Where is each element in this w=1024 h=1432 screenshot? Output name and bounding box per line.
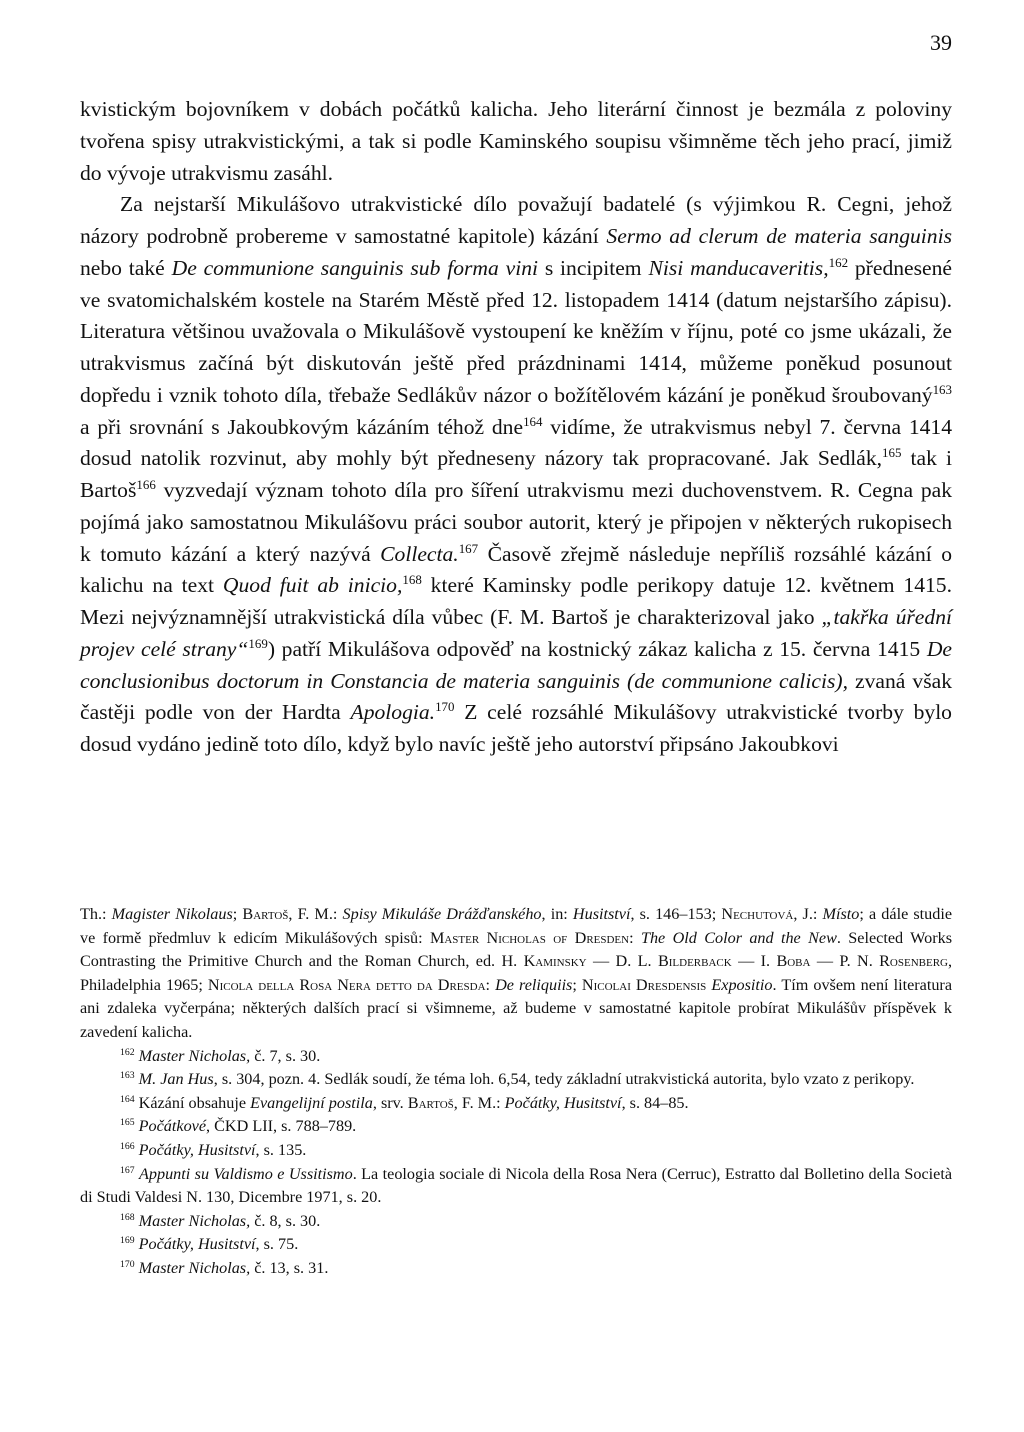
note-text: , s. 146–153;	[630, 905, 722, 923]
work-title: Master Nicholas,	[138, 1211, 251, 1230]
note-text: —	[586, 952, 616, 971]
note-text: :	[332, 905, 343, 923]
paragraph-text: s incipitem	[538, 255, 649, 280]
paragraph-text: nebo také	[80, 255, 172, 280]
work-title: Husitství	[572, 905, 631, 923]
author-name: Master Nicholas of Dresden	[429, 928, 630, 947]
author-name: Nicola della Rosa Nera detto da Dresda	[207, 975, 486, 994]
note-text: :	[812, 905, 823, 923]
work-title: M. Jan Hus	[138, 1070, 214, 1089]
work-title: De communione sanguinis sub forma vini	[171, 255, 538, 280]
page-number: 39	[930, 30, 952, 55]
paragraph-text: a při srovnání s Jakoubkovým kázáním téhož dne	[80, 414, 524, 439]
footnote-th	[80, 903, 952, 1045]
footnote-ref[interactable]: 167	[458, 540, 479, 556]
footnote-ref[interactable]: 169	[248, 635, 268, 651]
note-text: , ČKD LII, s. 788–789.	[206, 1117, 357, 1136]
note-text: , s. 304, pozn. 4. Sedlák soudí, že téma loh. 6,54, tedy základní utrakvistická autorita, bylo vzato z perikopy.	[213, 1070, 915, 1089]
work-title: Počátkové	[138, 1117, 207, 1136]
work-title: Apologia.	[350, 700, 436, 725]
note-text: :	[485, 975, 496, 994]
work-title: De conclusionibus doctorum in Constancia de materia sanguinis (de communione calicis),	[80, 636, 952, 693]
footnote-164	[80, 1092, 952, 1116]
footnote-ref[interactable]: 162	[828, 254, 849, 270]
paragraph-1	[80, 94, 952, 189]
quotation: „takřka úřední projev celé strany“	[80, 605, 952, 661]
footnote-162	[80, 1045, 952, 1069]
work-title: Appunti su Valdismo e Ussitismo	[139, 1164, 353, 1183]
footnotes	[80, 903, 952, 1281]
work-title: The Old Color and the New	[640, 928, 837, 947]
footnote-number: 164	[120, 1093, 135, 1105]
work-title: Počátky, Husitství	[504, 1093, 622, 1112]
paragraph-text: které Kaminsky podle perikopy datuje 12. květnem 1415. Mezi nejvýznamnější utrakvistická díla vůbec (F. M. Bartoš je charakterizoval jako	[80, 573, 952, 629]
footnote-166	[80, 1139, 952, 1163]
note-text: , s. 135.	[255, 1140, 307, 1159]
author-name: H. Kaminsky	[501, 952, 587, 971]
note-text: , s. 84–85.	[621, 1093, 689, 1112]
note-text: . Tím ovšem není literatura ani zdaleka vyčerpána; některých dalších prací si všimneme, až budeme v samostatné kapitole probírat Mikulášův příspěvek k zavedení kalicha.	[80, 975, 953, 1041]
work-title: Magister Nikolaus	[111, 905, 233, 923]
author-name: Nicolai Dresdensis	[581, 975, 707, 994]
note-text: , in:	[541, 905, 573, 923]
footnote-165	[80, 1115, 952, 1139]
footnote-ref[interactable]: 168	[402, 572, 422, 588]
note-text: , Philadelphia 1965;	[80, 952, 953, 994]
paragraph-text: přednesené ve svatomichalském kostele na Starém Městě před 12. listopadem 1414 (datum nejstaršího zápisu). Literatura většinou uvažovala o Mikulášově vystoupení ke kněžím v říjnu, poté co jsme ukázali, že utrakvismus začíná být diskutován ještě před prázdninami 1414, můžeme poněkud posunout dopředu i vznik tohoto díla, třebaže Sedlákův názor o božítělovém kázání je poněkud šroubovaný	[80, 255, 952, 407]
author-name: Bartoš, F. M.	[407, 1093, 497, 1112]
note-text: ; a dále studie ve formě předmluv k edicím Mikulášových spisů:	[80, 905, 953, 947]
note-text: —	[810, 952, 840, 971]
author-name: Nechutová, J.	[721, 905, 813, 923]
paragraph-text: tak i Bartoš	[80, 446, 952, 502]
note-text: , s. 75.	[255, 1235, 299, 1254]
note-text: ;	[232, 905, 243, 923]
work-title: Master Nicholas,	[138, 1046, 251, 1065]
footnote-number: 167	[120, 1164, 135, 1176]
work-title: De reliquiis	[495, 975, 573, 994]
note-text: č. 8, s. 30.	[250, 1211, 321, 1230]
author-name: P. N. Rosenberg	[839, 952, 948, 971]
footnote-167	[80, 1163, 952, 1210]
footnote-number: 168	[120, 1211, 135, 1223]
paragraph-text: Časově zřejmě následuje nepříliš rozsáhlé kázání o kalichu na text	[80, 541, 953, 598]
note-text: . La teologia sociale di Nicola della Rosa Nera (Cerruc), Estratto dal Bolletino della Società di Studi Valdesi N. 130, Dicembre 1971, s. 20.	[80, 1164, 953, 1207]
work-title: Nisi manducaveritis,	[648, 255, 829, 280]
work-title: Sermo ad clerum de materia sanguinis	[606, 224, 952, 248]
work-title: Spisy Mikuláše Drážďanského	[342, 905, 542, 923]
footnote-ref[interactable]: 163	[932, 381, 952, 397]
note-text: ;	[572, 975, 582, 994]
footnote-number: 169	[120, 1235, 135, 1247]
note-text: . Selected Works Contrasting the Primitive Church and the Roman Church, ed.	[80, 928, 953, 971]
work-title: Collecta.	[380, 541, 459, 566]
paragraph-text: vidíme, že utrakvismus nebyl 7. června 1414 dosud natolik rozvinut, aby mohly být předneseny názory tak propracované. Jak Sedlák,	[80, 414, 952, 471]
footnote-number: 163	[120, 1070, 135, 1082]
note-text: Th.:	[80, 905, 112, 923]
author-name: I. Boba	[760, 952, 811, 971]
paragraph-text: Za nejstarší Mikulášovo utrakvistické dílo považují badatelé (s výjimkou R. Cegni, jehož názory podrobně probereme v samostatné kapitole) kázání	[80, 192, 952, 248]
note-text: č. 7, s. 30.	[250, 1046, 321, 1065]
paragraph-text: kvistickým bojovníkem v dobách počátků kalicha. Jeho literární činnost je bezmála z poloviny tvořena spisy utrakvistickými, a tak si podle Kaminského soupisu všimněme těch jeho prací, jimiž do vývoje utrakvismu zasáhl.	[80, 97, 952, 185]
footnote-170	[80, 1257, 952, 1281]
author-name: D. L. Bilderback	[615, 952, 732, 971]
footnote-163	[80, 1068, 952, 1092]
work-title: Počátky, Husitství	[138, 1235, 256, 1254]
main-text	[80, 94, 952, 761]
paragraph-text: zvaná však častěji podle von der Hardta	[80, 668, 952, 725]
work-title: Počátky, Husitství	[138, 1140, 256, 1159]
note-text: :	[496, 1093, 505, 1112]
footnote-number: 162	[120, 1046, 135, 1058]
footnote-number: 166	[120, 1140, 135, 1152]
footnote-ref[interactable]: 166	[136, 476, 156, 492]
author-name: Bartoš, F. M.	[242, 905, 333, 923]
footnote-168	[80, 1210, 952, 1234]
paragraph-text: vyzvedají význam tohoto díla pro šíření utrakvismu mezi duchovenstvem. R. Cegna pak pojímá jako samostatnou Mikulášovu práci soubor autorit, který je připojen v některých rukopisech k tomuto kázání a který nazývá	[80, 478, 952, 566]
note-text: , srv.	[372, 1093, 408, 1112]
work-title: Quod fuit ab inicio,	[222, 573, 403, 598]
work-title: Místo	[822, 905, 860, 923]
note-text: č. 13, s. 31.	[250, 1258, 329, 1277]
paragraph-text: ) patří Mikulášova odpověď na kostnický zákaz kalicha z 15. června 1415	[267, 636, 927, 661]
footnote-169	[80, 1233, 952, 1257]
footnote-ref[interactable]: 164	[523, 413, 543, 429]
work-title: Evangelijní postila	[250, 1093, 373, 1112]
note-text: :	[629, 928, 641, 947]
footnote-number: 165	[120, 1117, 135, 1129]
note-text: —	[731, 952, 761, 971]
paragraph-2	[80, 189, 952, 761]
footnote-number: 170	[120, 1258, 135, 1270]
work-title: Master Nicholas,	[138, 1258, 251, 1277]
work-title: Expositio	[711, 975, 773, 994]
paragraph-text: Z celé rozsáhlé Mikulášovy utrakvistické tvorby bylo dosud vydáno jedině toto dílo, když bylo navíc ještě jeho autorství připsáno Jakoubkovi	[80, 700, 952, 756]
footnote-ref[interactable]: 170	[435, 699, 455, 715]
footnote-ref[interactable]: 165	[882, 445, 902, 461]
note-text: Kázání obsahuje	[134, 1093, 251, 1112]
